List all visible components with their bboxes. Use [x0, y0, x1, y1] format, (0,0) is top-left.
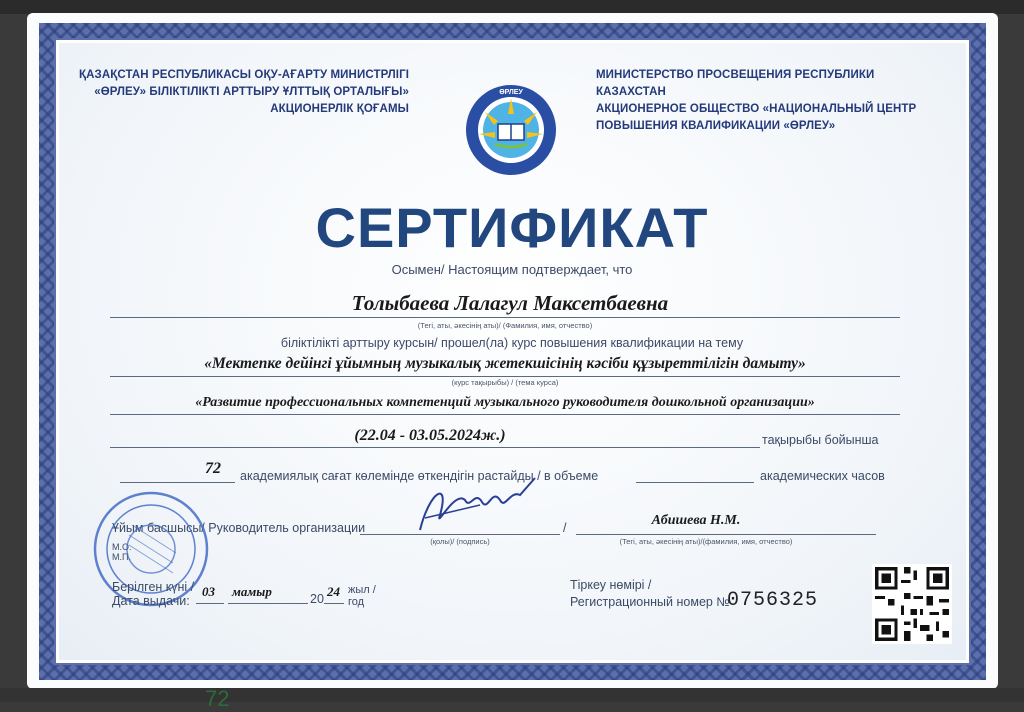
signature-caption: (қолы)/ (подпись) — [430, 537, 490, 546]
handwritten-signature — [410, 470, 545, 540]
year-label — [348, 584, 376, 608]
reg-label-1: Тіркеу нөмірі / — [570, 578, 652, 592]
issue-label-2: Дата выдачи: — [112, 594, 190, 608]
slash: / — [563, 521, 567, 535]
issue-year-line — [324, 603, 344, 604]
issue-year-prefix: 20 — [310, 592, 324, 606]
header-left — [69, 67, 409, 118]
head-name-caption: (Тегі, аты, әкесінің аты)/(фамилия, имя, отчество) — [619, 537, 793, 546]
reg-label-2: Регистрационный номер № — [570, 595, 730, 609]
topic-kz: «Мектепке дейінгі ұйымның музыкалық жетекшісінің кәсіби құзыреттілігін дамыту» — [204, 355, 806, 372]
topic-line — [110, 376, 900, 377]
background-number: 72 — [205, 686, 230, 711]
year-label-1: жыл / — [348, 584, 376, 596]
name-caption: (Тегі, аты, әкесінің аты)/ (Фамилия, имя, отчество) — [417, 321, 593, 330]
issue-label-1: Берілген күні / — [112, 580, 195, 594]
header-left-line: «ӨРЛЕУ» БІЛІКТІЛІКТІ АРТТЫРУ ҰЛТТЫҚ ОРТАЛЫҒЫ» — [94, 86, 409, 98]
course-dates: (22.04 - 03.05.2024ж.) — [354, 427, 506, 444]
issue-year: 24 — [327, 584, 340, 599]
hours-suffix: академических часов — [760, 469, 885, 483]
head-name-line — [576, 534, 876, 535]
header-right-line: МИНИСТЕРСТВО ПРОСВЕЩЕНИЯ РЕСПУБЛИКИ КАЗАХСТАН — [596, 69, 875, 98]
header-left-line: АКЦИОНЕРЛІК ҚОҒАМЫ — [270, 103, 409, 115]
name-line — [110, 317, 900, 318]
topic-caption: (курс тақырыбы) / (тема курса) — [451, 378, 559, 387]
dates-suffix: тақырыбы бойынша — [762, 433, 879, 447]
window-top-bar — [0, 0, 1024, 14]
header-right-line: ПОВЫШЕНИЯ КВАЛИФИКАЦИИ «ӨРЛЕУ» — [596, 120, 836, 132]
reg-number: 0756325 — [727, 589, 819, 612]
orleu-logo — [465, 84, 557, 176]
topic-ru: «Развитие профессиональных компетенций музыкального руководителя дошкольной организации» — [195, 395, 815, 410]
logo-text: ӨРЛЕУ — [499, 89, 523, 96]
hours-text: академиялық сағат көлемінде өткендігін растайды / в объеме — [240, 469, 599, 483]
header-right-line: АКЦИОНЕРНОЕ ОБЩЕСТВО «НАЦИОНАЛЬНЫЙ ЦЕНТР — [596, 103, 917, 115]
certificate-subtitle: Осымен/ Настоящим подтверждает, что — [391, 262, 633, 277]
issue-month: мамыр — [232, 584, 272, 599]
hours-value: 72 — [205, 460, 221, 477]
background-strip — [0, 688, 1024, 702]
issue-day-line — [196, 603, 224, 604]
hours-line — [120, 482, 235, 483]
topic-ru-line — [110, 414, 900, 415]
dates-line — [110, 447, 760, 448]
course-intro: біліктілікті арттыру курсын/ прошел(ла) курс повышения квалификации на тему — [280, 336, 744, 350]
qr-code — [872, 564, 952, 644]
header-right — [596, 67, 936, 135]
recipient-name: Толыбаева Лалагул Максетбаевна — [351, 291, 669, 315]
header-left-line: ҚАЗАҚСТАН РЕСПУБЛИКАСЫ ОҚУ-АҒАРТУ МИНИСТРЛІГІ — [78, 69, 409, 81]
head-name: Абишева Н.М. — [651, 513, 741, 528]
issue-day: 03 — [202, 584, 215, 599]
head-label: Ұйым басшысы/ Руководитель организации — [112, 521, 366, 535]
mp-label: М.О. М.П. — [112, 542, 132, 562]
issue-month-line — [228, 603, 308, 604]
hours-line-2 — [636, 482, 754, 483]
issue-label — [112, 580, 194, 608]
year-label-2: год — [348, 596, 365, 608]
certificate-title: СЕРТИФИКАТ — [315, 196, 709, 259]
